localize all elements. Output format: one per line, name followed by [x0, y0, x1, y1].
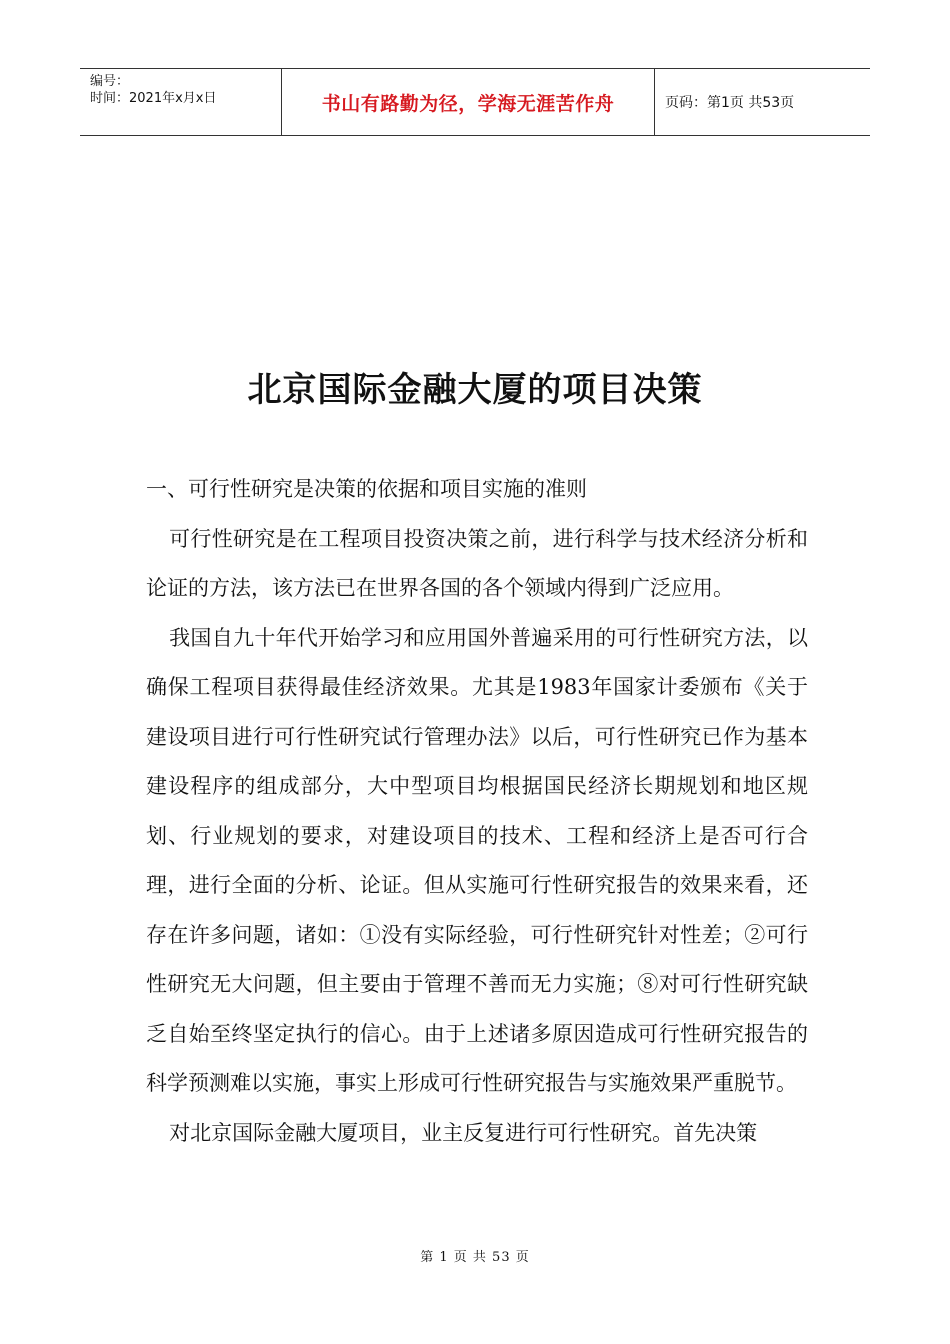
body-paragraph-3: 对北京国际金融大厦项目，业主反复进行可行性研究。首先决策	[169, 1120, 758, 1145]
page-footer: 第 1 页 共 53 页	[420, 1250, 530, 1265]
section-heading: 一、可行性研究是决策的依据和项目实施的准则	[146, 477, 587, 501]
document-number-label: 编号：	[90, 74, 130, 89]
document-body	[146, 465, 808, 1158]
body-paragraph-1: 可行性研究是在工程项目投资决策之前，进行科学与技术经济分析和论证的方法，该方法已在世界各国的各个领域内得到广泛应用。	[146, 526, 808, 600]
document-title: 北京国际金融大厦的项目决策	[247, 370, 703, 410]
header-page-cell	[655, 69, 870, 135]
header-motto: 书山有路勤为径，学海无涯苦作舟	[321, 92, 615, 115]
header-meta-cell	[80, 69, 282, 135]
header-motto-cell	[282, 69, 655, 135]
body-paragraph-2: 我国自九十年代开始学习和应用国外普遍采用的可行性研究方法，以确保工程项目获得最佳经济效果。尤其是1983年国家计委颁布《关于建设项目进行可行性研究试行管理办法》以后，可行性研究已作为基本建设程序的组成部分，大中型项目均根据国民经济长期规划和地区规划、行业规划的要求，对建设项目的技术、工程和经济上是否可行合理，进行全面的分析、论证。但从实施可行性研究报告的效果来看，还存在许多问题，诸如：①没有实际经验，可行性研究针对性差；②可行性研究无大问题，但主要由于管理不善而无力实施；⑧对可行性研究缺乏自始至终坚定执行的信心。由于上述诸多原因造成可行性研究报告的科学预测难以实施，事实上形成可行性研究报告与实施效果严重脱节。	[146, 625, 808, 1095]
document-date: 时间：2021年x月x日	[90, 91, 217, 106]
header-page-info: 页码：第1页 共53页	[665, 95, 795, 111]
page-header	[80, 68, 870, 136]
